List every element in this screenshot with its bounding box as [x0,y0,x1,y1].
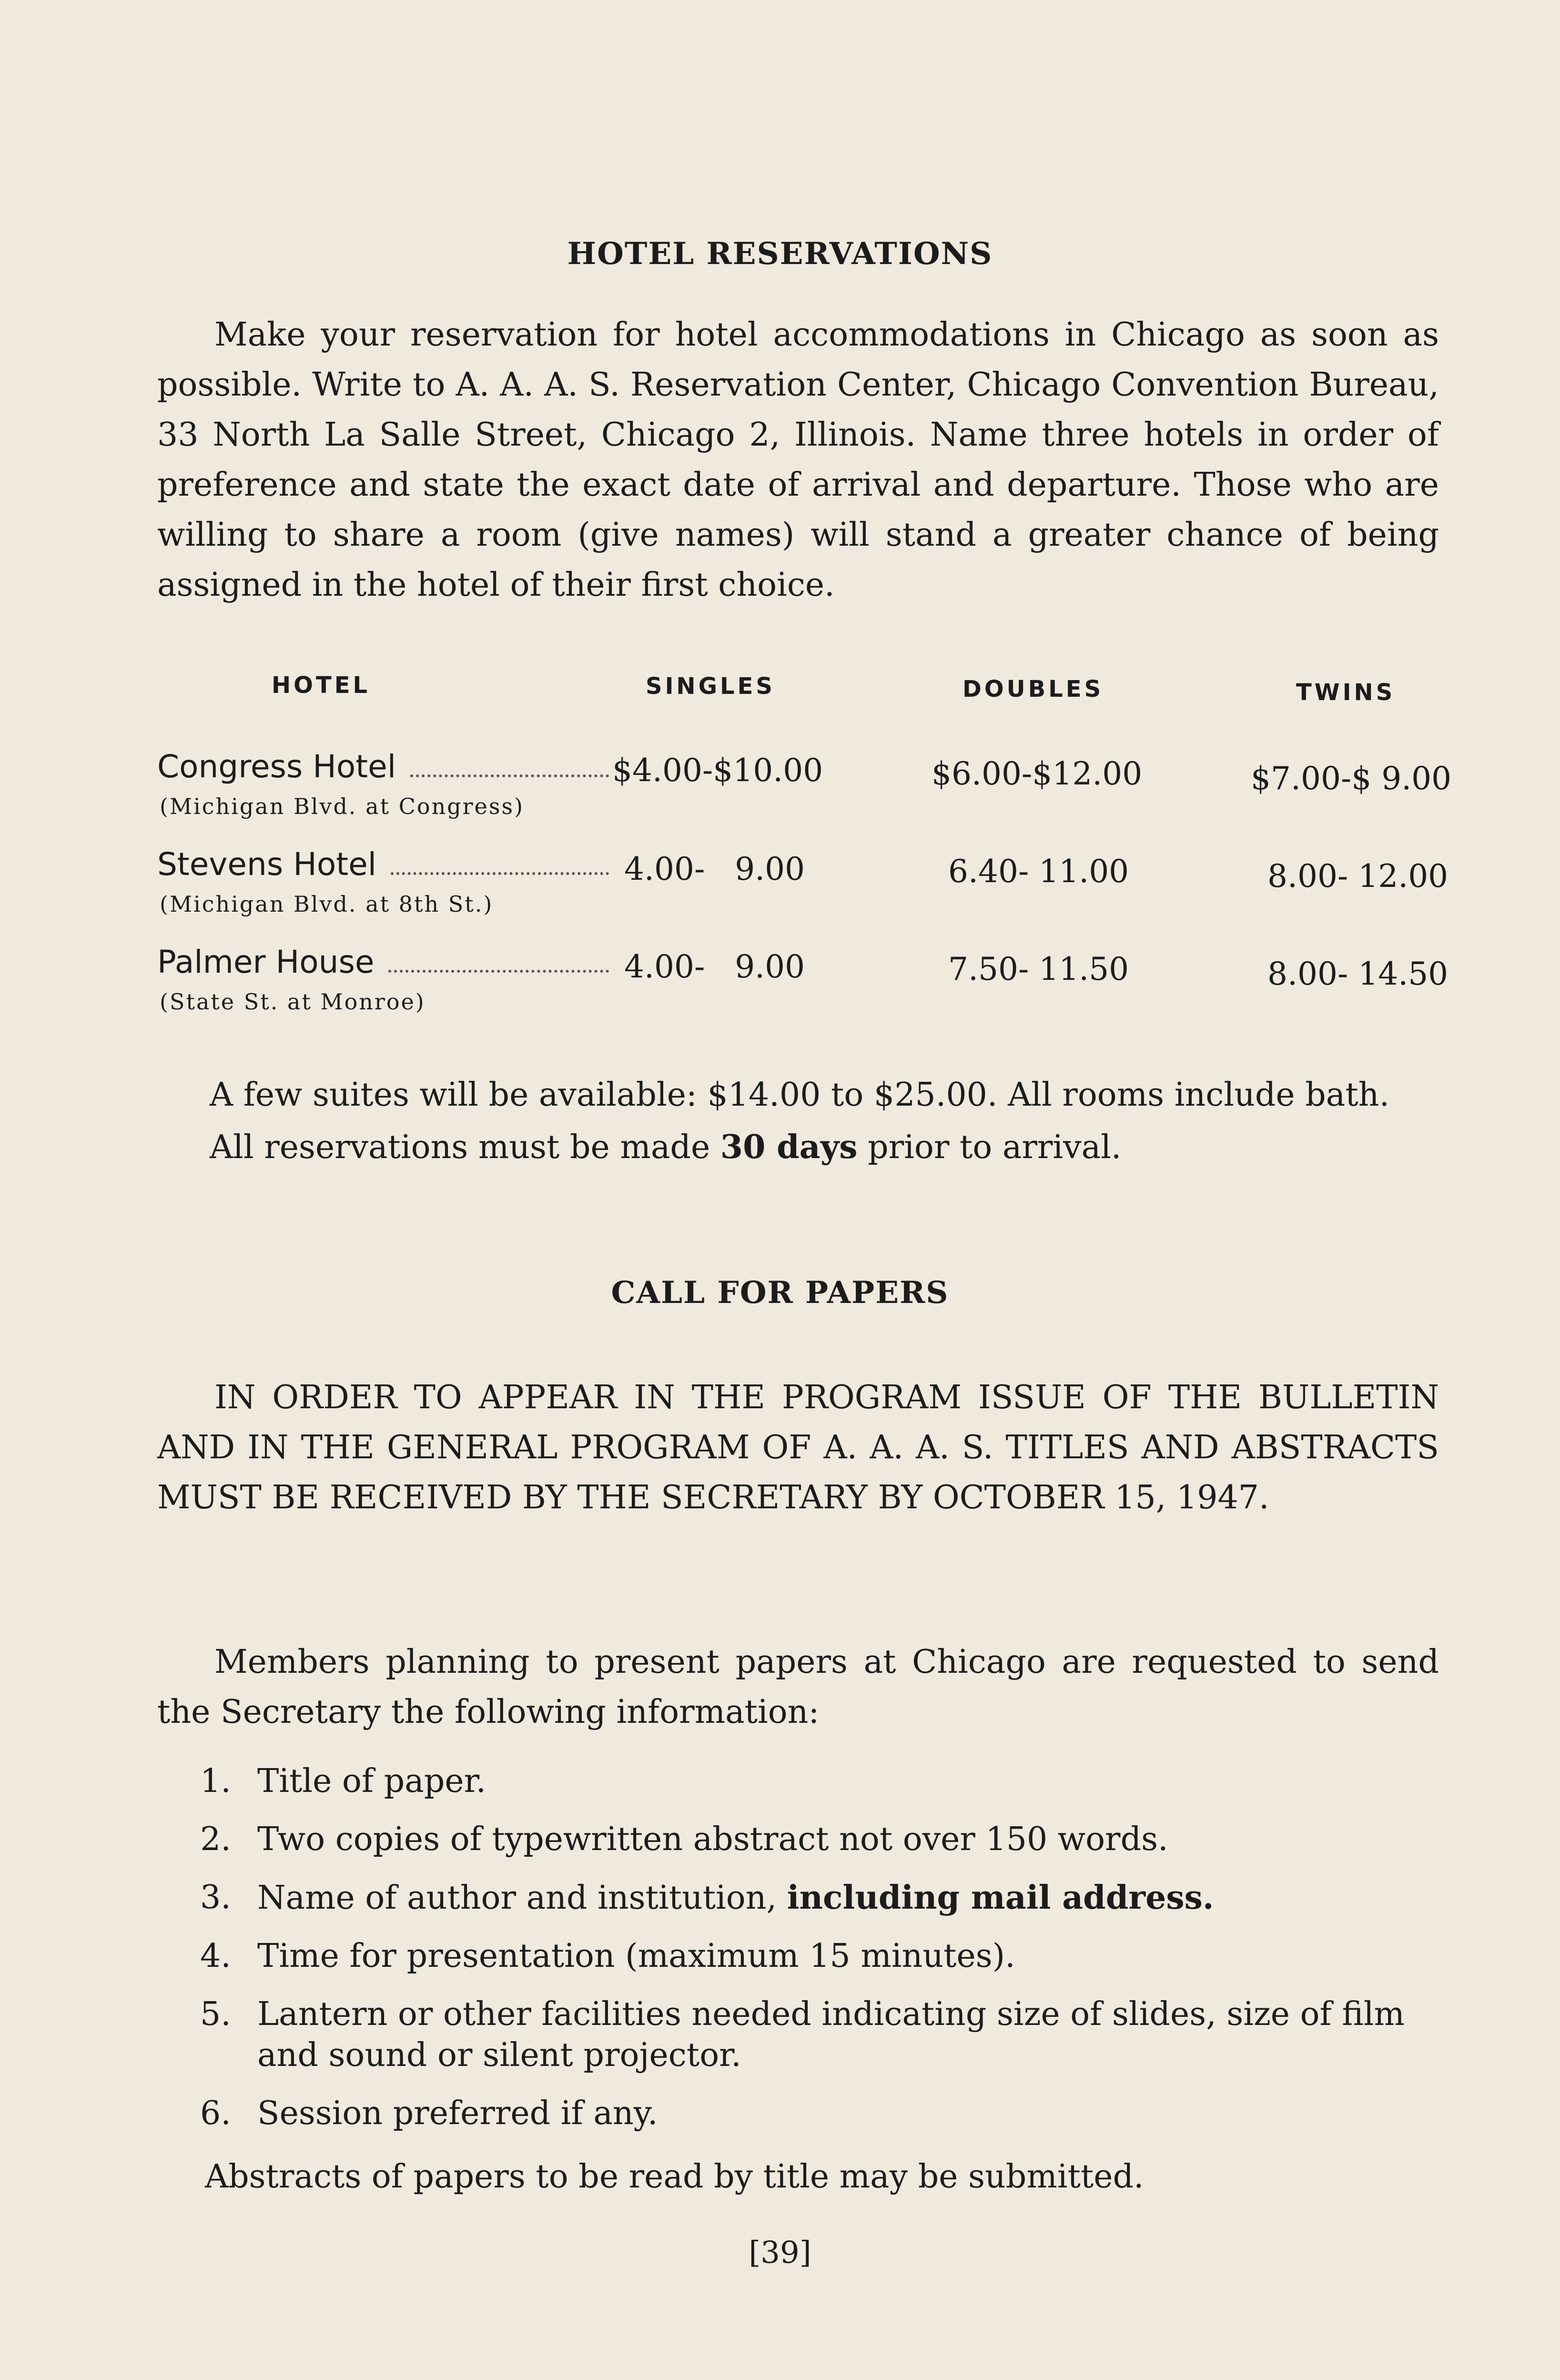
singles-rate: 4.00- 9.00 [624,851,805,887]
hotel-location: (Michigan Blvd. at Congress) [160,793,525,819]
table-row-hotel-name: Stevens Hotel [157,846,615,883]
singles-rate: 4.00- 9.00 [624,948,805,985]
hotel-intro-paragraph: Make your reservation for hotel accommodations in Chicago as soon as possible. Write to A. A. A. S. Reservation Center, Chicago Convention Bureau, 33 North La Salle Street, Chicago 2, Illinois. Name three hotels in order of preference and state the exact date of arrival and departure. Those who are willing to share a room (give names) will stand a greater chance of being assigned in the hotel of their first choice. [157,316,1439,604]
closing-note: Abstracts of papers to be read by title may be submitted. [205,2158,1144,2196]
hotel-reservations-title: HOTEL RESERVATIONS [567,236,993,272]
list-item: 2. Two copies of typewritten abstract not over 150 words. [200,1821,1168,1858]
column-header-singles: SINGLES [646,673,775,700]
dot-leader [391,872,609,875]
list-item: 5. Lantern or other facilities needed indicating size of slides, size of film and sound or silent projector. [200,1995,1405,2074]
page-number: [39] [749,2235,811,2270]
twins-rate: 8.00- 14.50 [1267,956,1449,992]
column-header-hotel: HOTEL [272,672,371,699]
table-row-hotel-name: Palmer House [157,944,615,980]
singles-rate: $4.00-$10.00 [612,752,823,789]
reservation-deadline-note: All reservations must be made 30 days prior to arrival. [210,1128,1122,1166]
twins-rate: 8.00- 12.00 [1267,858,1449,895]
twins-rate: $7.00-$ 9.00 [1251,760,1452,797]
call-for-papers-title: CALL FOR PAPERS [611,1275,949,1311]
table-row-hotel-name: Congress Hotel [157,748,615,785]
doubles-rate: 7.50- 11.50 [948,951,1129,987]
list-item: 1. Title of paper. [200,1762,486,1800]
hotel-location: (Michigan Blvd. at 8th St.) [160,891,494,917]
dot-leader [410,774,609,777]
hotel-location: (State St. at Monroe) [160,989,425,1015]
column-header-doubles: DOUBLES [962,676,1104,702]
list-item: 6. Session preferred if any. [200,2095,658,2132]
list-item: 4. Time for presentation (maximum 15 minutes). [200,1937,1015,1975]
deadline-notice: IN ORDER TO APPEAR IN THE PROGRAM ISSUE OF THE BULLETIN AND IN THE GENERAL PROGRAM OF A. A. A. S. TITLES AND ABSTRACTS MUST BE RECEIVED BY THE SECRETARY BY OCTOBER 15, 1947. [157,1379,1439,1516]
doubles-rate: 6.40- 11.00 [948,853,1129,890]
dot-leader [388,970,609,973]
request-paragraph: Members planning to present papers at Chicago are requested to send the Secretary the following information: [157,1643,1439,1731]
suites-note: A few suites will be available: $14.00 to $25.00. All rooms include bath. [210,1076,1390,1114]
doubles-rate: $6.00-$12.00 [932,755,1143,792]
required-information-list [200,1761,1439,2151]
column-header-twins: TWINS [1296,679,1396,706]
list-item: 3. Name of author and institution, including mail address. [200,1879,1214,1917]
